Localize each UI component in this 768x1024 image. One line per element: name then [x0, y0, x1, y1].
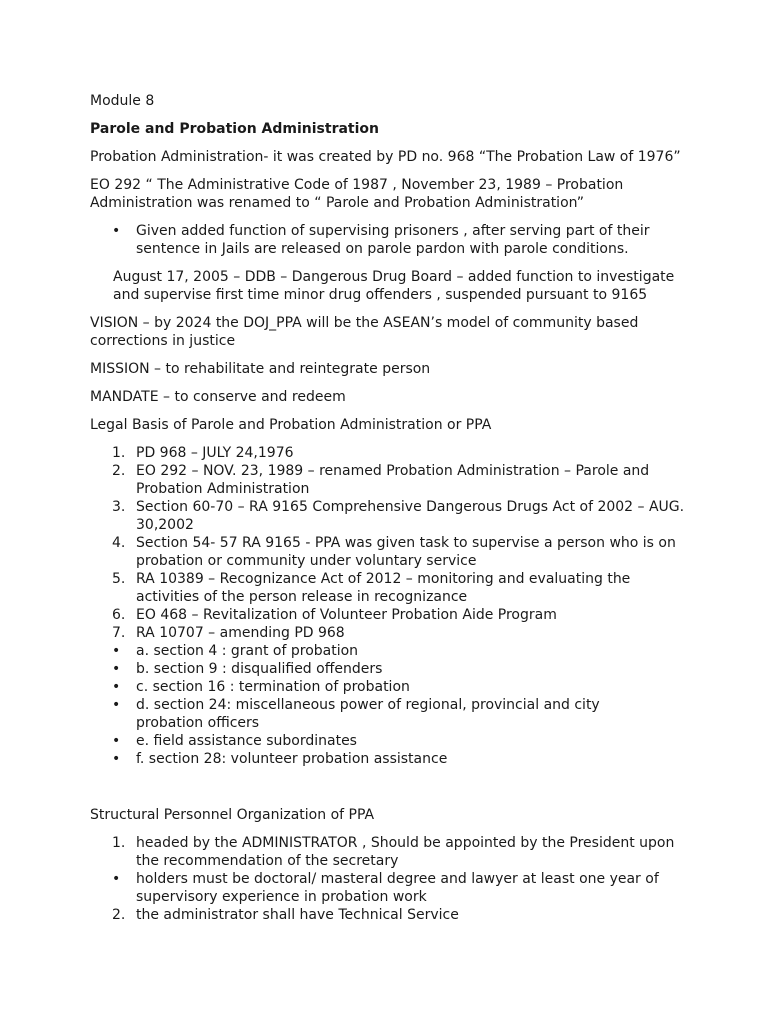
page-title: Parole and Probation Administration	[90, 121, 379, 137]
bullet-marker: •	[112, 733, 121, 749]
list-marker: 3.	[112, 499, 126, 515]
list-item-text: f. section 28: volunteer probation assistance	[136, 751, 448, 767]
list-item-text: RA 10707 – amending PD 968	[136, 625, 345, 641]
bullet-marker: •	[112, 643, 121, 659]
list-item-text: EO 292 – NOV. 23, 1989 – renamed Probation Administration – Parole and Probation Administration	[136, 463, 650, 497]
list-marker: 6.	[112, 607, 126, 623]
bullet-marker: •	[112, 661, 121, 677]
module-label: Module 8	[90, 93, 155, 109]
list-marker: 1.	[112, 445, 126, 461]
list-marker: 2.	[112, 907, 126, 923]
mandate-statement: MANDATE – to conserve and redeem	[90, 389, 346, 405]
list-marker: 4.	[112, 535, 126, 551]
list-item-text: a. section 4 : grant of probation	[136, 643, 359, 659]
bullet-marker: •	[112, 679, 121, 695]
list-marker: 5.	[112, 571, 126, 587]
list-item-text: d. section 24: miscellaneous power of regional, provincial and city probation officers	[136, 697, 600, 731]
legal-basis-heading: Legal Basis of Parole and Probation Administration or PPA	[90, 417, 492, 433]
bullet-marker: •	[112, 697, 121, 713]
intro-paragraph-1: Probation Administration- it was created by PD no. 968 “The Probation Law of 1976”	[90, 149, 681, 165]
intro-paragraph-3: August 17, 2005 – DDB – Dangerous Drug Board – added function to investigate and supervise first time minor drug offenders , suspended pursuant to 9165	[113, 269, 675, 303]
list-item-text: the administrator shall have Technical Service	[136, 907, 459, 923]
list-item-text: holders must be doctoral/ masteral degree and lawyer at least one year of supervisory experience in probation work	[136, 871, 659, 905]
list-item-text: PD 968 – JULY 24,1976	[136, 445, 294, 461]
intro-bullet-text: Given added function of supervising prisoners , after serving part of their sentence in Jails are released on parole pardon with parole conditions.	[136, 223, 650, 257]
list-marker: 7.	[112, 625, 126, 641]
list-item-text: b. section 9 : disqualified offenders	[136, 661, 383, 677]
intro-paragraph-2: EO 292 “ The Administrative Code of 1987 , November 23, 1989 – Probation Administration was renamed to “ Parole and Probation Administration”	[90, 177, 624, 211]
list-item-text: RA 10389 – Recognizance Act of 2012 – monitoring and evaluating the activities of the person release in recognizance	[136, 571, 631, 605]
list-item-text: Section 60-70 – RA 9165 Comprehensive Dangerous Drugs Act of 2002 – AUG. 30,2002	[136, 499, 685, 533]
list-item-text: e. field assistance subordinates	[136, 733, 357, 749]
bullet-marker: •	[112, 751, 121, 767]
list-item-text: headed by the ADMINISTRATOR , Should be appointed by the President upon the recommendation of the secretary	[136, 835, 675, 869]
mission-statement: MISSION – to rehabilitate and reintegrate person	[90, 361, 431, 377]
list-marker: 1.	[112, 835, 126, 851]
bullet-marker: •	[112, 223, 121, 239]
structural-heading: Structural Personnel Organization of PPA	[90, 807, 375, 823]
list-marker: 2.	[112, 463, 126, 479]
vision-statement: VISION – by 2024 the DOJ_PPA will be the ASEAN’s model of community based corrections in justice	[90, 315, 639, 349]
list-item-text: Section 54- 57 RA 9165 - PPA was given task to supervise a person who is on probation or community under voluntary service	[136, 535, 676, 569]
list-item-text: EO 468 – Revitalization of Volunteer Probation Aide Program	[136, 607, 557, 623]
bullet-marker: •	[112, 871, 121, 887]
list-item-text: c. section 16 : termination of probation	[136, 679, 410, 695]
